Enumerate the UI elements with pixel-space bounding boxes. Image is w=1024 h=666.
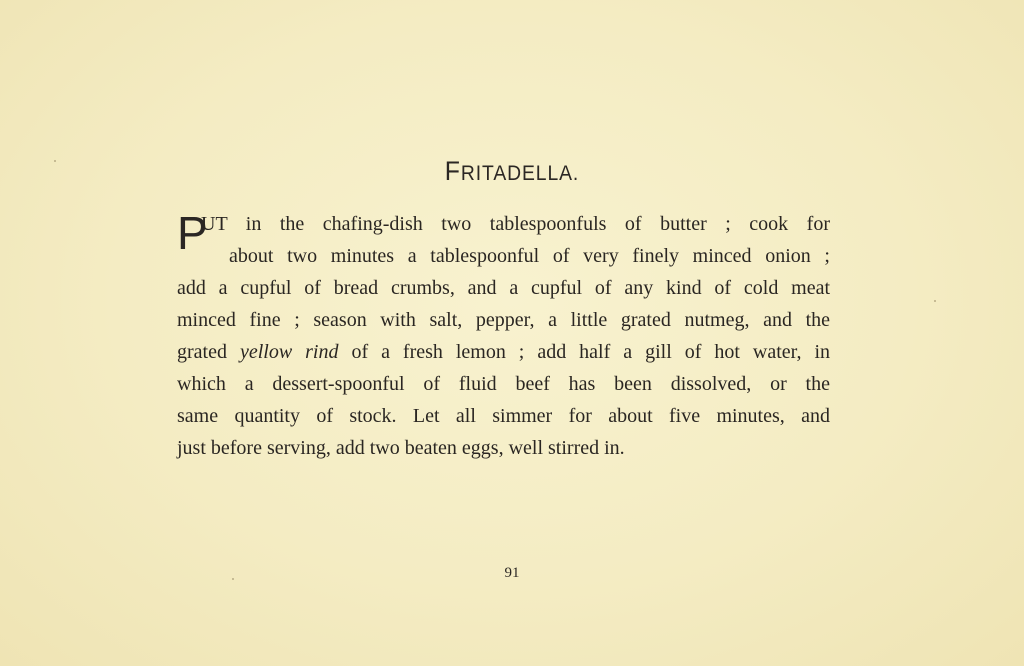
drop-cap: P [177,207,208,259]
text-line-4: minced fine ; season with salt, pepper, a little grated nutmeg, and the [177,309,830,331]
text-line-3: add a cupful of bread crumbs, and a cupful of any kind of cold meat [177,277,830,299]
text-line-8: just before serving, add two beaten eggs, well stirred in. [177,437,625,459]
italic-phrase: yellow rind [239,341,339,363]
paper-speck [54,160,56,162]
text-line-6: which a dessert-spoonful of fluid beef has been dissolved, or the [177,373,830,395]
recipe-title [41,156,983,187]
text-line-2: about two minutes a tablespoonful of very finely minced onion ; [229,245,830,267]
title-rest: RITADELLA. [460,162,580,185]
text-line-7: same quantity of stock. Let all simmer for about five minutes, and [177,405,830,427]
line-5-prefix: grated [177,341,227,363]
page-number: 91 [504,565,520,581]
paper-speck [934,300,936,302]
title-initial: F [444,156,461,186]
paper-speck [232,578,234,580]
line-5-rest: of a fresh lemon ; add half a gill of hot water, in [351,341,831,363]
text-line-5 [177,336,830,368]
text-line-1: UT in the chafing-dish two tablespoonfuls of butter ; cook for [201,213,830,235]
